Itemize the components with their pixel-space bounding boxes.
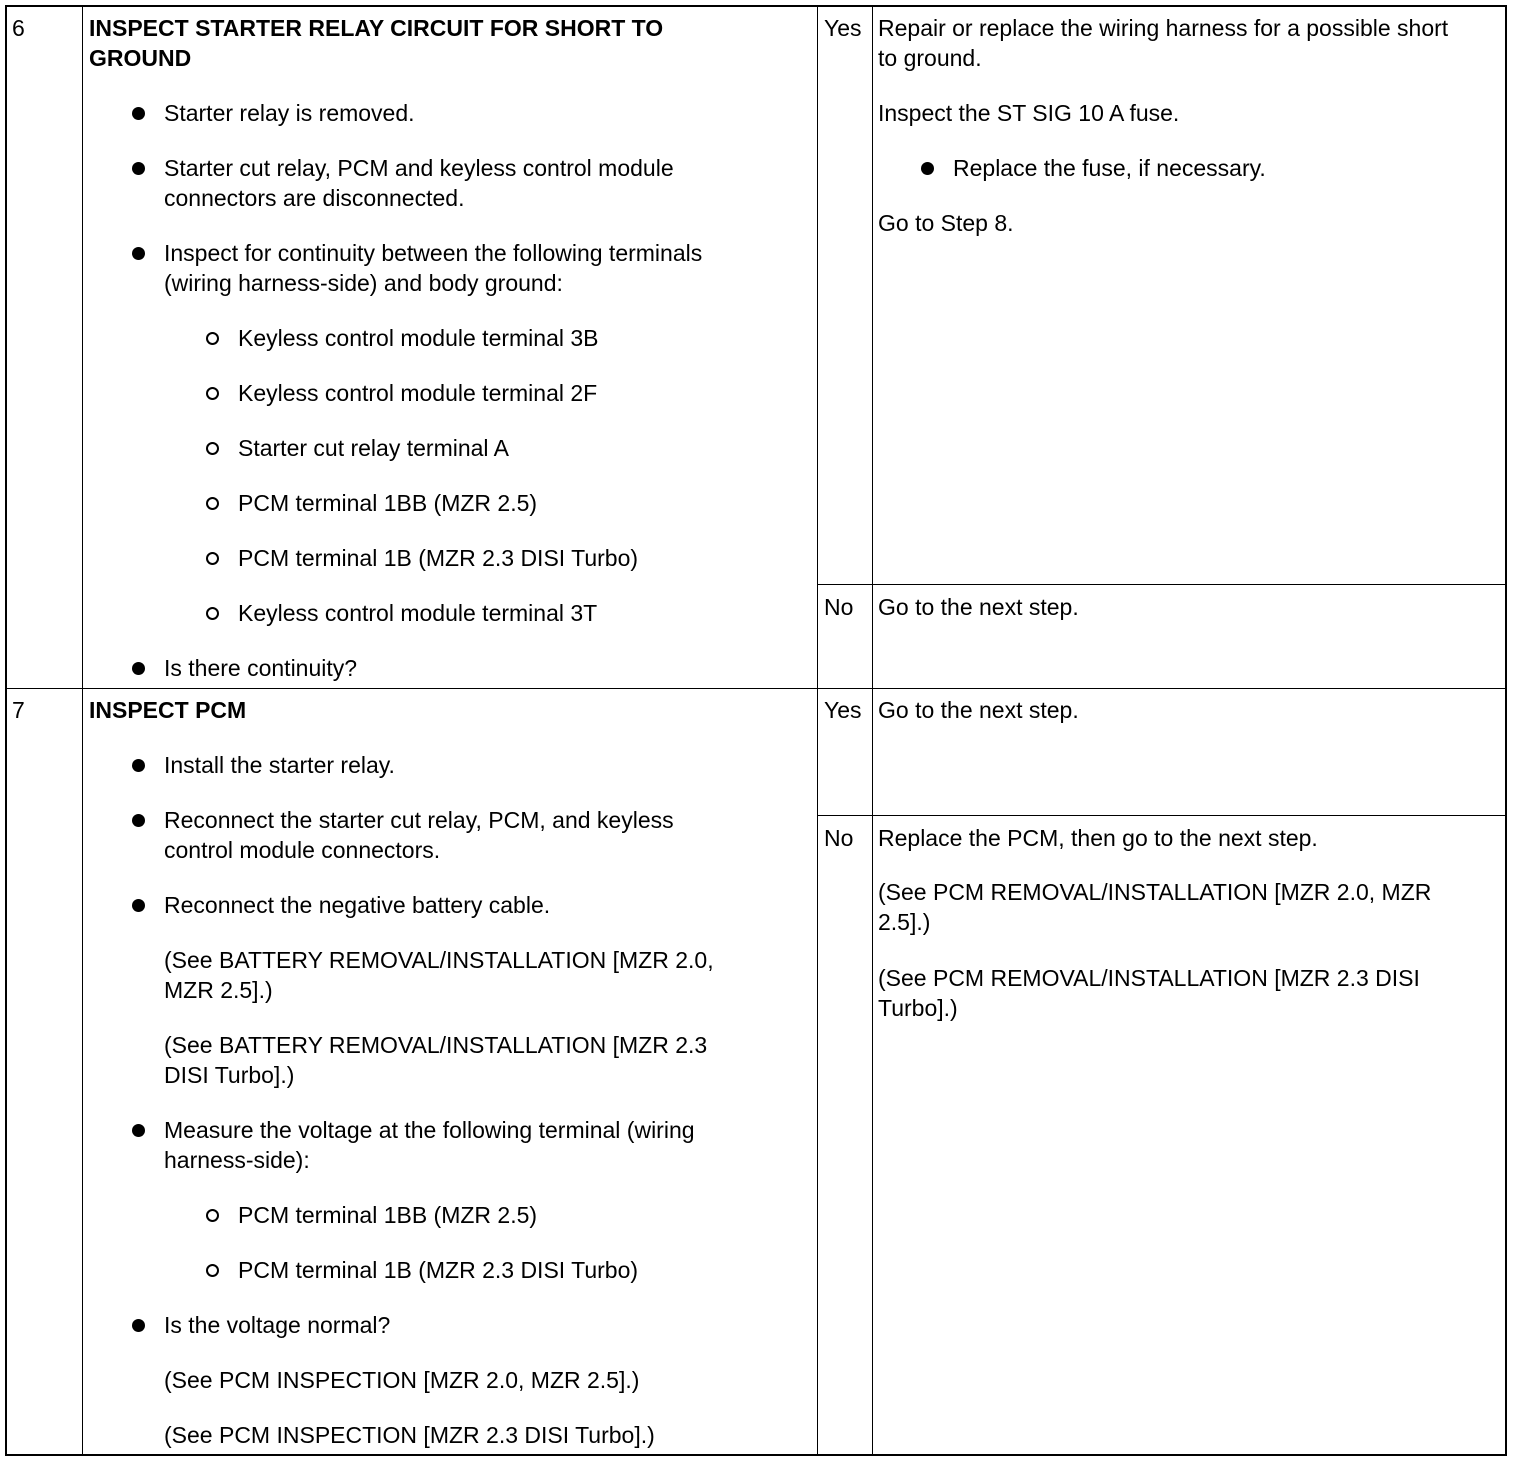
sub-bullet-icon: [206, 1264, 219, 1277]
bullet-icon: [132, 247, 145, 260]
check-item: Install the starter relay.: [164, 752, 395, 778]
no-label: No: [824, 594, 854, 620]
reference-link[interactable]: (See PCM REMOVAL/INSTALLATION [MZR 2.0, MZR: [878, 879, 1432, 905]
check-item-continued: control module connectors.: [164, 837, 441, 863]
column-divider-result: [872, 7, 873, 1454]
yes-action: Go to Step 8.: [878, 210, 1014, 236]
reference-link-continued[interactable]: MZR 2.5].): [164, 977, 273, 1003]
terminal-item: PCM terminal 1B (MZR 2.3 DISI Turbo): [238, 1257, 639, 1283]
sub-bullet-icon: [206, 387, 219, 400]
reference-link-continued[interactable]: 2.5].): [878, 909, 931, 935]
no-action: Replace the PCM, then go to the next step.: [878, 825, 1318, 851]
yes-action-item: Replace the fuse, if necessary.: [953, 155, 1266, 181]
yes-label: Yes: [824, 15, 862, 41]
yes-action: Repair or replace the wiring harness for a possible short: [878, 15, 1449, 41]
sub-bullet-icon: [206, 552, 219, 565]
reference-link[interactable]: (See PCM INSPECTION [MZR 2.3 DISI Turbo].): [164, 1422, 655, 1448]
row-divider-step6-yes-no: [817, 584, 1505, 585]
check-item: Inspect for continuity between the following terminals: [164, 240, 703, 266]
yes-action: Go to the next step.: [878, 697, 1079, 723]
step-heading: INSPECT PCM: [89, 697, 247, 723]
check-item-continued: (wiring harness-side) and body ground:: [164, 270, 563, 296]
yes-action-continued: to ground.: [878, 45, 982, 71]
bullet-icon: [132, 1319, 145, 1332]
troubleshooting-table: [5, 5, 1507, 1456]
reference-link[interactable]: (See BATTERY REMOVAL/INSTALLATION [MZR 2.3: [164, 1032, 708, 1058]
row-divider-step6-step7: [7, 688, 1505, 689]
check-item: Measure the voltage at the following terminal (wiring: [164, 1117, 695, 1143]
check-item: Starter relay is removed.: [164, 100, 415, 126]
no-action: Go to the next step.: [878, 594, 1079, 620]
yes-label: Yes: [824, 697, 862, 723]
question-item: Is there continuity?: [164, 655, 358, 681]
reference-link-continued[interactable]: DISI Turbo].): [164, 1062, 295, 1088]
bullet-icon: [132, 107, 145, 120]
terminal-item: Keyless control module terminal 2F: [238, 380, 598, 406]
terminal-item: PCM terminal 1BB (MZR 2.5): [238, 1202, 538, 1228]
reference-link[interactable]: (See PCM INSPECTION [MZR 2.0, MZR 2.5].): [164, 1367, 640, 1393]
terminal-item: Keyless control module terminal 3B: [238, 325, 599, 351]
bullet-icon: [132, 162, 145, 175]
step-number: 7: [12, 697, 25, 723]
column-divider-action: [817, 7, 818, 1454]
bullet-icon: [132, 759, 145, 772]
sub-bullet-icon: [206, 442, 219, 455]
reference-link[interactable]: (See PCM REMOVAL/INSTALLATION [MZR 2.3 DISI: [878, 965, 1420, 991]
bullet-icon: [132, 899, 145, 912]
bullet-icon: [132, 814, 145, 827]
reference-link-continued[interactable]: Turbo].): [878, 995, 958, 1021]
column-divider-step: [82, 7, 83, 1454]
sub-bullet-icon: [206, 332, 219, 345]
check-item: Reconnect the starter cut relay, PCM, and keyless: [164, 807, 674, 833]
check-item: Reconnect the negative battery cable.: [164, 892, 551, 918]
question-item: Is the voltage normal?: [164, 1312, 391, 1338]
yes-action: Inspect the ST SIG 10 A fuse.: [878, 100, 1180, 126]
reference-link[interactable]: (See BATTERY REMOVAL/INSTALLATION [MZR 2.0,: [164, 947, 714, 973]
terminal-item: Keyless control module terminal 3T: [238, 600, 598, 626]
step-number: 6: [12, 15, 25, 41]
step-heading-continued: GROUND: [89, 45, 192, 71]
check-item: Starter cut relay, PCM and keyless control module: [164, 155, 674, 181]
sub-bullet-icon: [206, 497, 219, 510]
check-item-continued: harness-side):: [164, 1147, 310, 1173]
check-item-continued: connectors are disconnected.: [164, 185, 465, 211]
sub-bullet-icon: [206, 1209, 219, 1222]
no-label: No: [824, 825, 854, 851]
terminal-item: PCM terminal 1B (MZR 2.3 DISI Turbo): [238, 545, 639, 571]
terminal-item: PCM terminal 1BB (MZR 2.5): [238, 490, 538, 516]
bullet-icon: [921, 162, 934, 175]
step-heading: INSPECT STARTER RELAY CIRCUIT FOR SHORT TO: [89, 15, 664, 41]
terminal-item: Starter cut relay terminal A: [238, 435, 509, 461]
bullet-icon: [132, 662, 145, 675]
sub-bullet-icon: [206, 607, 219, 620]
row-divider-step7-yes-no: [817, 815, 1505, 816]
bullet-icon: [132, 1124, 145, 1137]
